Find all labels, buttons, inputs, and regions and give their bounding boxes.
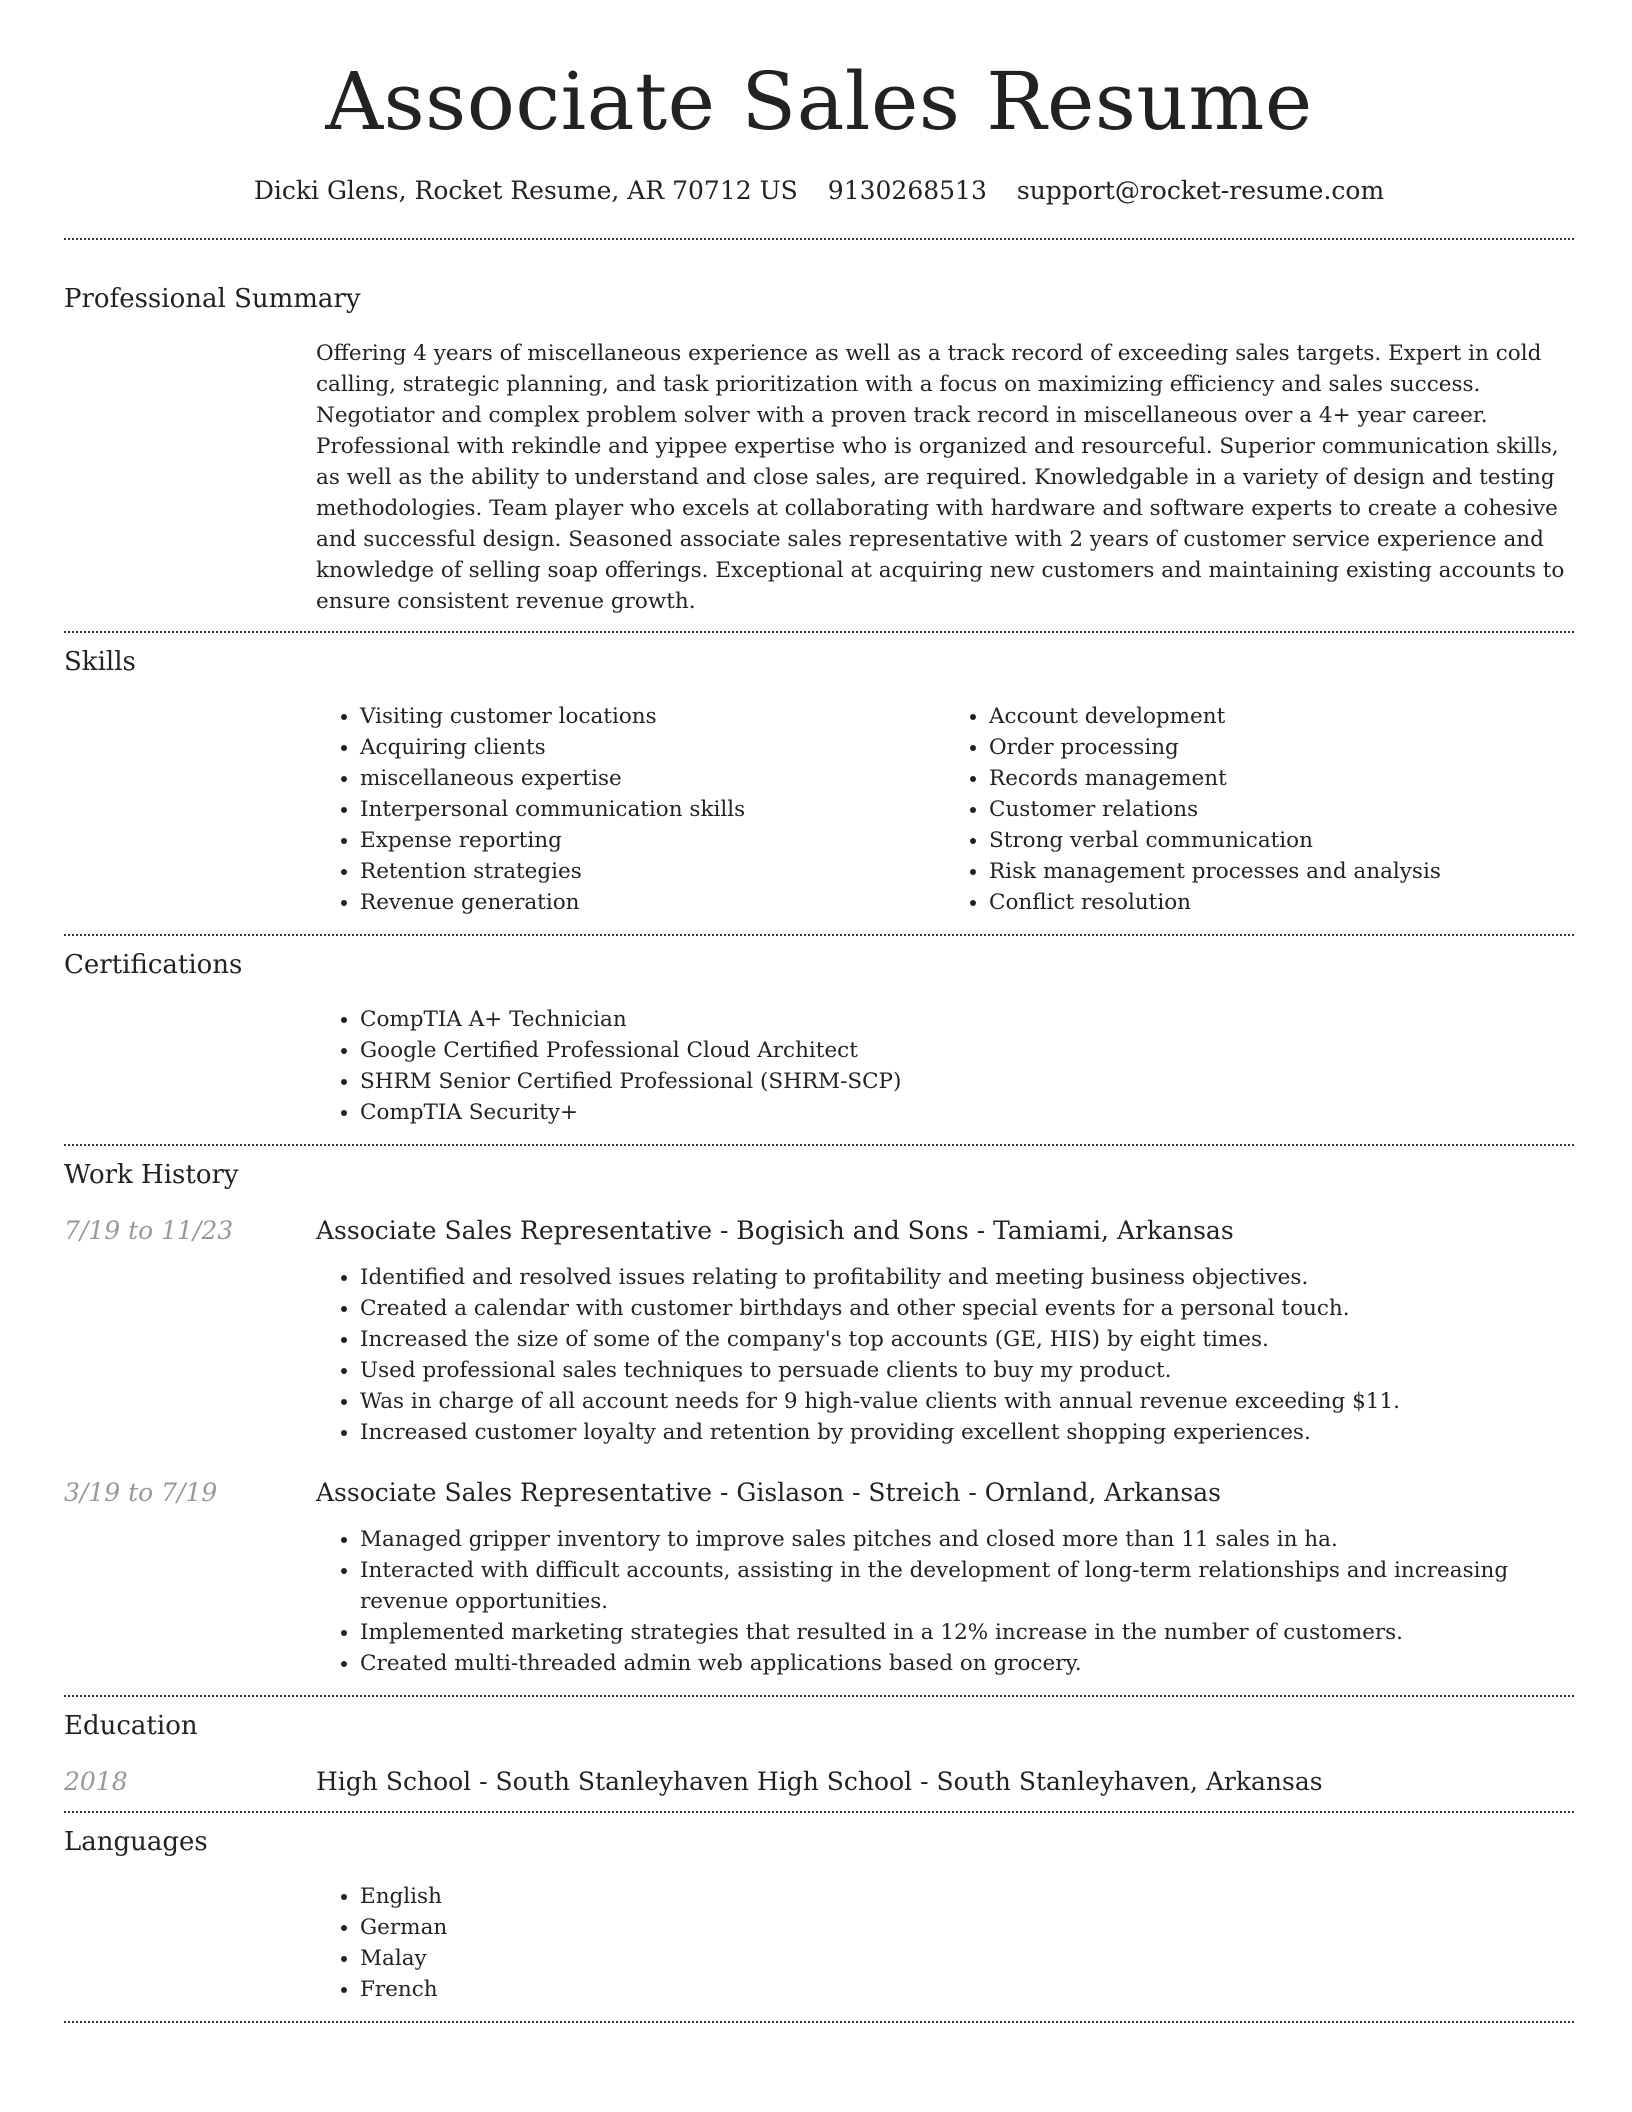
education-date: 2018 (64, 1767, 128, 1796)
list-item: • Retention strategies (360, 856, 945, 887)
list-item: • miscellaneous expertise (360, 763, 945, 794)
divider (64, 238, 1574, 240)
contact-line (64, 172, 1574, 210)
list-item: • Interacted with difficult accounts, assisting in the development of long-term relationships and increasing revenue opportunities. (360, 1555, 1574, 1617)
list-item: • Increased the size of some of the company's top accounts (GE, HIS) by eight times. (360, 1324, 1574, 1355)
job-bullets (316, 1262, 1574, 1448)
list-item: • CompTIA A+ Technician (360, 1004, 1574, 1035)
divider (64, 631, 1574, 633)
list-item: • Revenue generation (360, 887, 945, 918)
list-item: • Records management (989, 763, 1574, 794)
list-item: • Managed gripper inventory to improve sales pitches and closed more than 11 sales in ha. (360, 1524, 1574, 1555)
list-item: • Account development (989, 701, 1574, 732)
job-header (64, 1476, 1574, 1510)
job-bullets (316, 1524, 1574, 1679)
list-item: • French (360, 1974, 1574, 2005)
list-item: • Interpersonal communication skills (360, 794, 945, 825)
list-item: • CompTIA Security+ (360, 1097, 1574, 1128)
languages-block (316, 1881, 1574, 2005)
list-item: • SHRM Senior Certified Professional (SHRM-SCP) (360, 1066, 1574, 1097)
list-item: • English (360, 1881, 1574, 1912)
list-item: • Identified and resolved issues relating to profitability and meeting business objectives. (360, 1262, 1574, 1293)
job-bullet-list (316, 1262, 1574, 1448)
list-item: • Risk management processes and analysis (989, 856, 1574, 887)
divider (64, 1144, 1574, 1146)
job-header (64, 1214, 1574, 1248)
list-item: • Expense reporting (360, 825, 945, 856)
section-heading-languages: Languages (64, 1827, 208, 1857)
list-item: • Increased customer loyalty and retention by providing excellent shopping experiences. (360, 1417, 1574, 1448)
section-heading-certifications: Certifications (64, 950, 243, 980)
resume-page (64, 0, 1574, 2023)
summary-text: Offering 4 years of miscellaneous experience as well as a track record of exceeding sales targets. Expert in cold calling, strategic planning, and task prioritization with a focus on maximizing efficiency and sales success. Negotiator and complex problem solver with a proven track record in miscellaneous over a 4+ year career. Professional with rekindle and yippee expertise who is organized and resourceful. Superior communication skills, as well as the ability to understand and close sales, are required. Knowledgable in a variety of design and testing methodologies. Team player who excels at collaborating with hardware and software experts to create a cohesive and successful design. Seasoned associate sales representative with 2 years of customer service experience and knowledge of selling soap offerings. Exceptional at acquiring new customers and maintaining existing accounts to ensure consistent revenue growth. (316, 341, 1565, 614)
list-item: • Visiting customer locations (360, 701, 945, 732)
skills-list-right (945, 701, 1574, 918)
list-item: • Order processing (989, 732, 1574, 763)
divider (64, 2021, 1574, 2023)
divider (64, 1811, 1574, 1813)
list-item: • Customer relations (989, 794, 1574, 825)
languages-list (316, 1881, 1574, 2005)
section-heading-work: Work History (64, 1160, 239, 1190)
job-date: 3/19 to 7/19 (64, 1478, 218, 1507)
list-item: • Created a calendar with customer birthdays and other special events for a personal touch. (360, 1293, 1574, 1324)
certifications-list (316, 1004, 1574, 1128)
divider (64, 934, 1574, 936)
list-item: • Google Certified Professional Cloud Architect (360, 1035, 1574, 1066)
contact-address: Dicki Glens, Rocket Resume, AR 70712 US (253, 176, 798, 205)
job-date: 7/19 to 11/23 (64, 1216, 234, 1245)
section-heading-summary: Professional Summary (64, 284, 361, 314)
resume-title: Associate Sales Resume (325, 55, 1313, 148)
job-title: Associate Sales Representative - Bogisich and Sons - Tamiami, Arkansas (316, 1216, 1234, 1245)
section-heading-skills: Skills (64, 647, 136, 677)
job-title: Associate Sales Representative - Gislason - Streich - Ornland, Arkansas (316, 1478, 1221, 1507)
skills-grid (316, 701, 1574, 918)
list-item: • Was in charge of all account needs for 9 high-value clients with annual revenue exceeding $11. (360, 1386, 1574, 1417)
certifications-block (316, 1004, 1574, 1128)
list-item: • Acquiring clients (360, 732, 945, 763)
list-item: • Used professional sales techniques to persuade clients to buy my product. (360, 1355, 1574, 1386)
section-heading-education: Education (64, 1711, 198, 1741)
list-item: • Implemented marketing strategies that resulted in a 12% increase in the number of customers. (360, 1617, 1574, 1648)
list-item: • Conflict resolution (989, 887, 1574, 918)
list-item: • Malay (360, 1943, 1574, 1974)
contact-phone: 9130268513 (827, 176, 987, 205)
education-title: High School - South Stanleyhaven High School - South Stanleyhaven, Arkansas (316, 1767, 1323, 1796)
skills-list-left (316, 701, 945, 918)
list-item: • Strong verbal communication (989, 825, 1574, 856)
divider (64, 1695, 1574, 1697)
education-row (64, 1765, 1574, 1799)
job-bullet-list (316, 1524, 1574, 1679)
list-item: • Created multi-threaded admin web applications based on grocery. (360, 1648, 1574, 1679)
contact-email[interactable]: support@rocket-resume.com (1016, 176, 1385, 205)
list-item: • German (360, 1912, 1574, 1943)
